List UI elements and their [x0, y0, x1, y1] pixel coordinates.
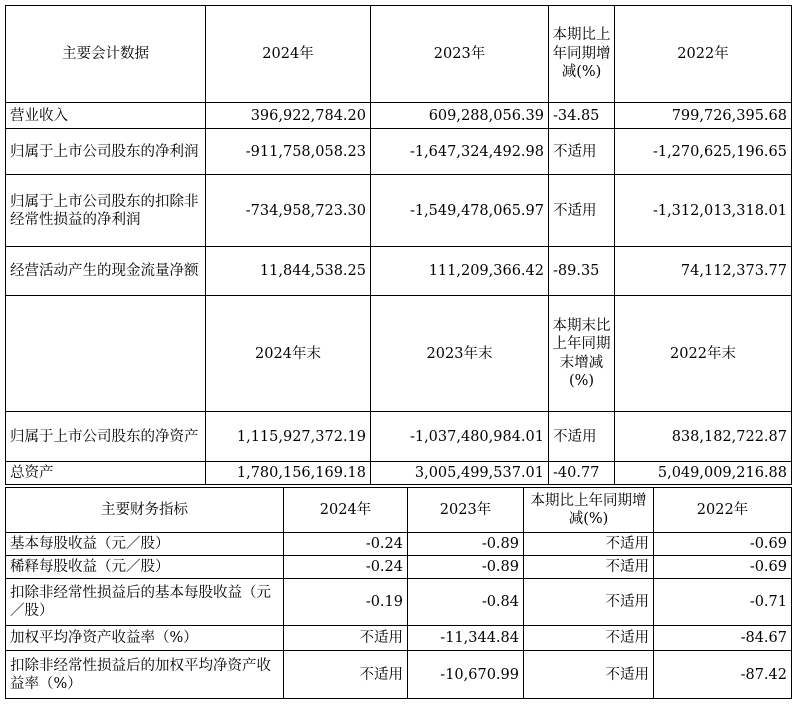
cell-change: 不适用 [524, 651, 654, 699]
cell-2023: -1,037,480,984.01 [371, 412, 549, 462]
header-label [6, 296, 206, 412]
row-label: 归属于上市公司股东的扣除非经常性损益的净利润 [6, 175, 206, 247]
accounting-data-table [5, 5, 792, 485]
header-label: 主要会计数据 [6, 6, 206, 103]
table-row [6, 412, 792, 462]
table-row [6, 175, 792, 247]
table-header-row [6, 6, 792, 103]
header-2024: 2024年 [284, 488, 408, 533]
cell-change: 不适用 [549, 412, 615, 462]
cell-2024: -911,758,058.23 [206, 129, 371, 175]
cell-2024: -0.24 [284, 556, 408, 579]
row-label: 扣除非经常性损益后的基本每股收益（元／股） [6, 579, 284, 626]
cell-2023: -0.89 [408, 533, 524, 556]
cell-2023: -1,647,324,492.98 [371, 129, 549, 175]
cell-change: -40.77 [549, 462, 615, 485]
cell-change: 不适用 [524, 579, 654, 626]
cell-change: 不适用 [549, 175, 615, 247]
cell-2022: -87.42 [654, 651, 792, 699]
cell-2023: -0.84 [408, 579, 524, 626]
cell-change: 不适用 [549, 129, 615, 175]
cell-2024: 1,780,156,169.18 [206, 462, 371, 485]
row-label: 稀释每股收益（元／股） [6, 556, 284, 579]
cell-2022: 74,112,373.77 [615, 247, 792, 296]
cell-2022: -0.69 [654, 533, 792, 556]
cell-2024: 1,115,927,372.19 [206, 412, 371, 462]
row-label: 基本每股收益（元／股） [6, 533, 284, 556]
cell-2022: -1,312,013,318.01 [615, 175, 792, 247]
cell-2024: 396,922,784.20 [206, 103, 371, 129]
header-change: 本期比上年同期增减(%) [524, 488, 654, 533]
cell-2024: 不适用 [284, 651, 408, 699]
table-header-row [6, 296, 792, 412]
cell-change: -89.35 [549, 247, 615, 296]
cell-2022: 5,049,009,216.88 [615, 462, 792, 485]
table-row [6, 626, 792, 651]
row-label: 经营活动产生的现金流量净额 [6, 247, 206, 296]
cell-2024: -0.24 [284, 533, 408, 556]
header-change-end: 本期末比上年同期末增减(%) [549, 296, 615, 412]
table-row [6, 651, 792, 699]
cell-2024: 11,844,538.25 [206, 247, 371, 296]
cell-2022: 799,726,395.68 [615, 103, 792, 129]
cell-2023: 3,005,499,537.01 [371, 462, 549, 485]
cell-2023: -11,344.84 [408, 626, 524, 651]
cell-2022: -84.67 [654, 626, 792, 651]
cell-2022: -0.71 [654, 579, 792, 626]
cell-2024: -0.19 [284, 579, 408, 626]
financial-indicators-table [5, 487, 792, 699]
cell-2023: 111,209,366.42 [371, 247, 549, 296]
row-label: 归属于上市公司股东的净利润 [6, 129, 206, 175]
row-label: 营业收入 [6, 103, 206, 129]
header-label: 主要财务指标 [6, 488, 284, 533]
cell-2024: 不适用 [284, 626, 408, 651]
table-row [6, 533, 792, 556]
table-row [6, 579, 792, 626]
table-row [6, 247, 792, 296]
cell-change: 不适用 [524, 556, 654, 579]
cell-2023: -0.89 [408, 556, 524, 579]
header-2022: 2022年 [615, 6, 792, 103]
cell-2023: 609,288,056.39 [371, 103, 549, 129]
header-2023: 2023年 [371, 6, 549, 103]
cell-change: 不适用 [524, 626, 654, 651]
table-row [6, 556, 792, 579]
table-row [6, 462, 792, 485]
table-row [6, 129, 792, 175]
cell-2023: -1,549,478,065.97 [371, 175, 549, 247]
cell-2024: -734,958,723.30 [206, 175, 371, 247]
header-2023: 2023年 [408, 488, 524, 533]
row-label: 扣除非经常性损益后的加权平均净资产收益率（%） [6, 651, 284, 699]
cell-2023: -10,670.99 [408, 651, 524, 699]
cell-2022: 838,182,722.87 [615, 412, 792, 462]
header-2024-end: 2024年末 [206, 296, 371, 412]
header-2024: 2024年 [206, 6, 371, 103]
cell-2022: -0.69 [654, 556, 792, 579]
header-2023-end: 2023年末 [371, 296, 549, 412]
row-label: 加权平均净资产收益率（%） [6, 626, 284, 651]
table-row [6, 103, 792, 129]
row-label: 归属于上市公司股东的净资产 [6, 412, 206, 462]
cell-change: -34.85 [549, 103, 615, 129]
table-header-row [6, 488, 792, 533]
header-2022: 2022年 [654, 488, 792, 533]
cell-change: 不适用 [524, 533, 654, 556]
row-label: 总资产 [6, 462, 206, 485]
cell-2022: -1,270,625,196.65 [615, 129, 792, 175]
header-2022-end: 2022年末 [615, 296, 792, 412]
header-change: 本期比上年同期增减(%) [549, 6, 615, 103]
